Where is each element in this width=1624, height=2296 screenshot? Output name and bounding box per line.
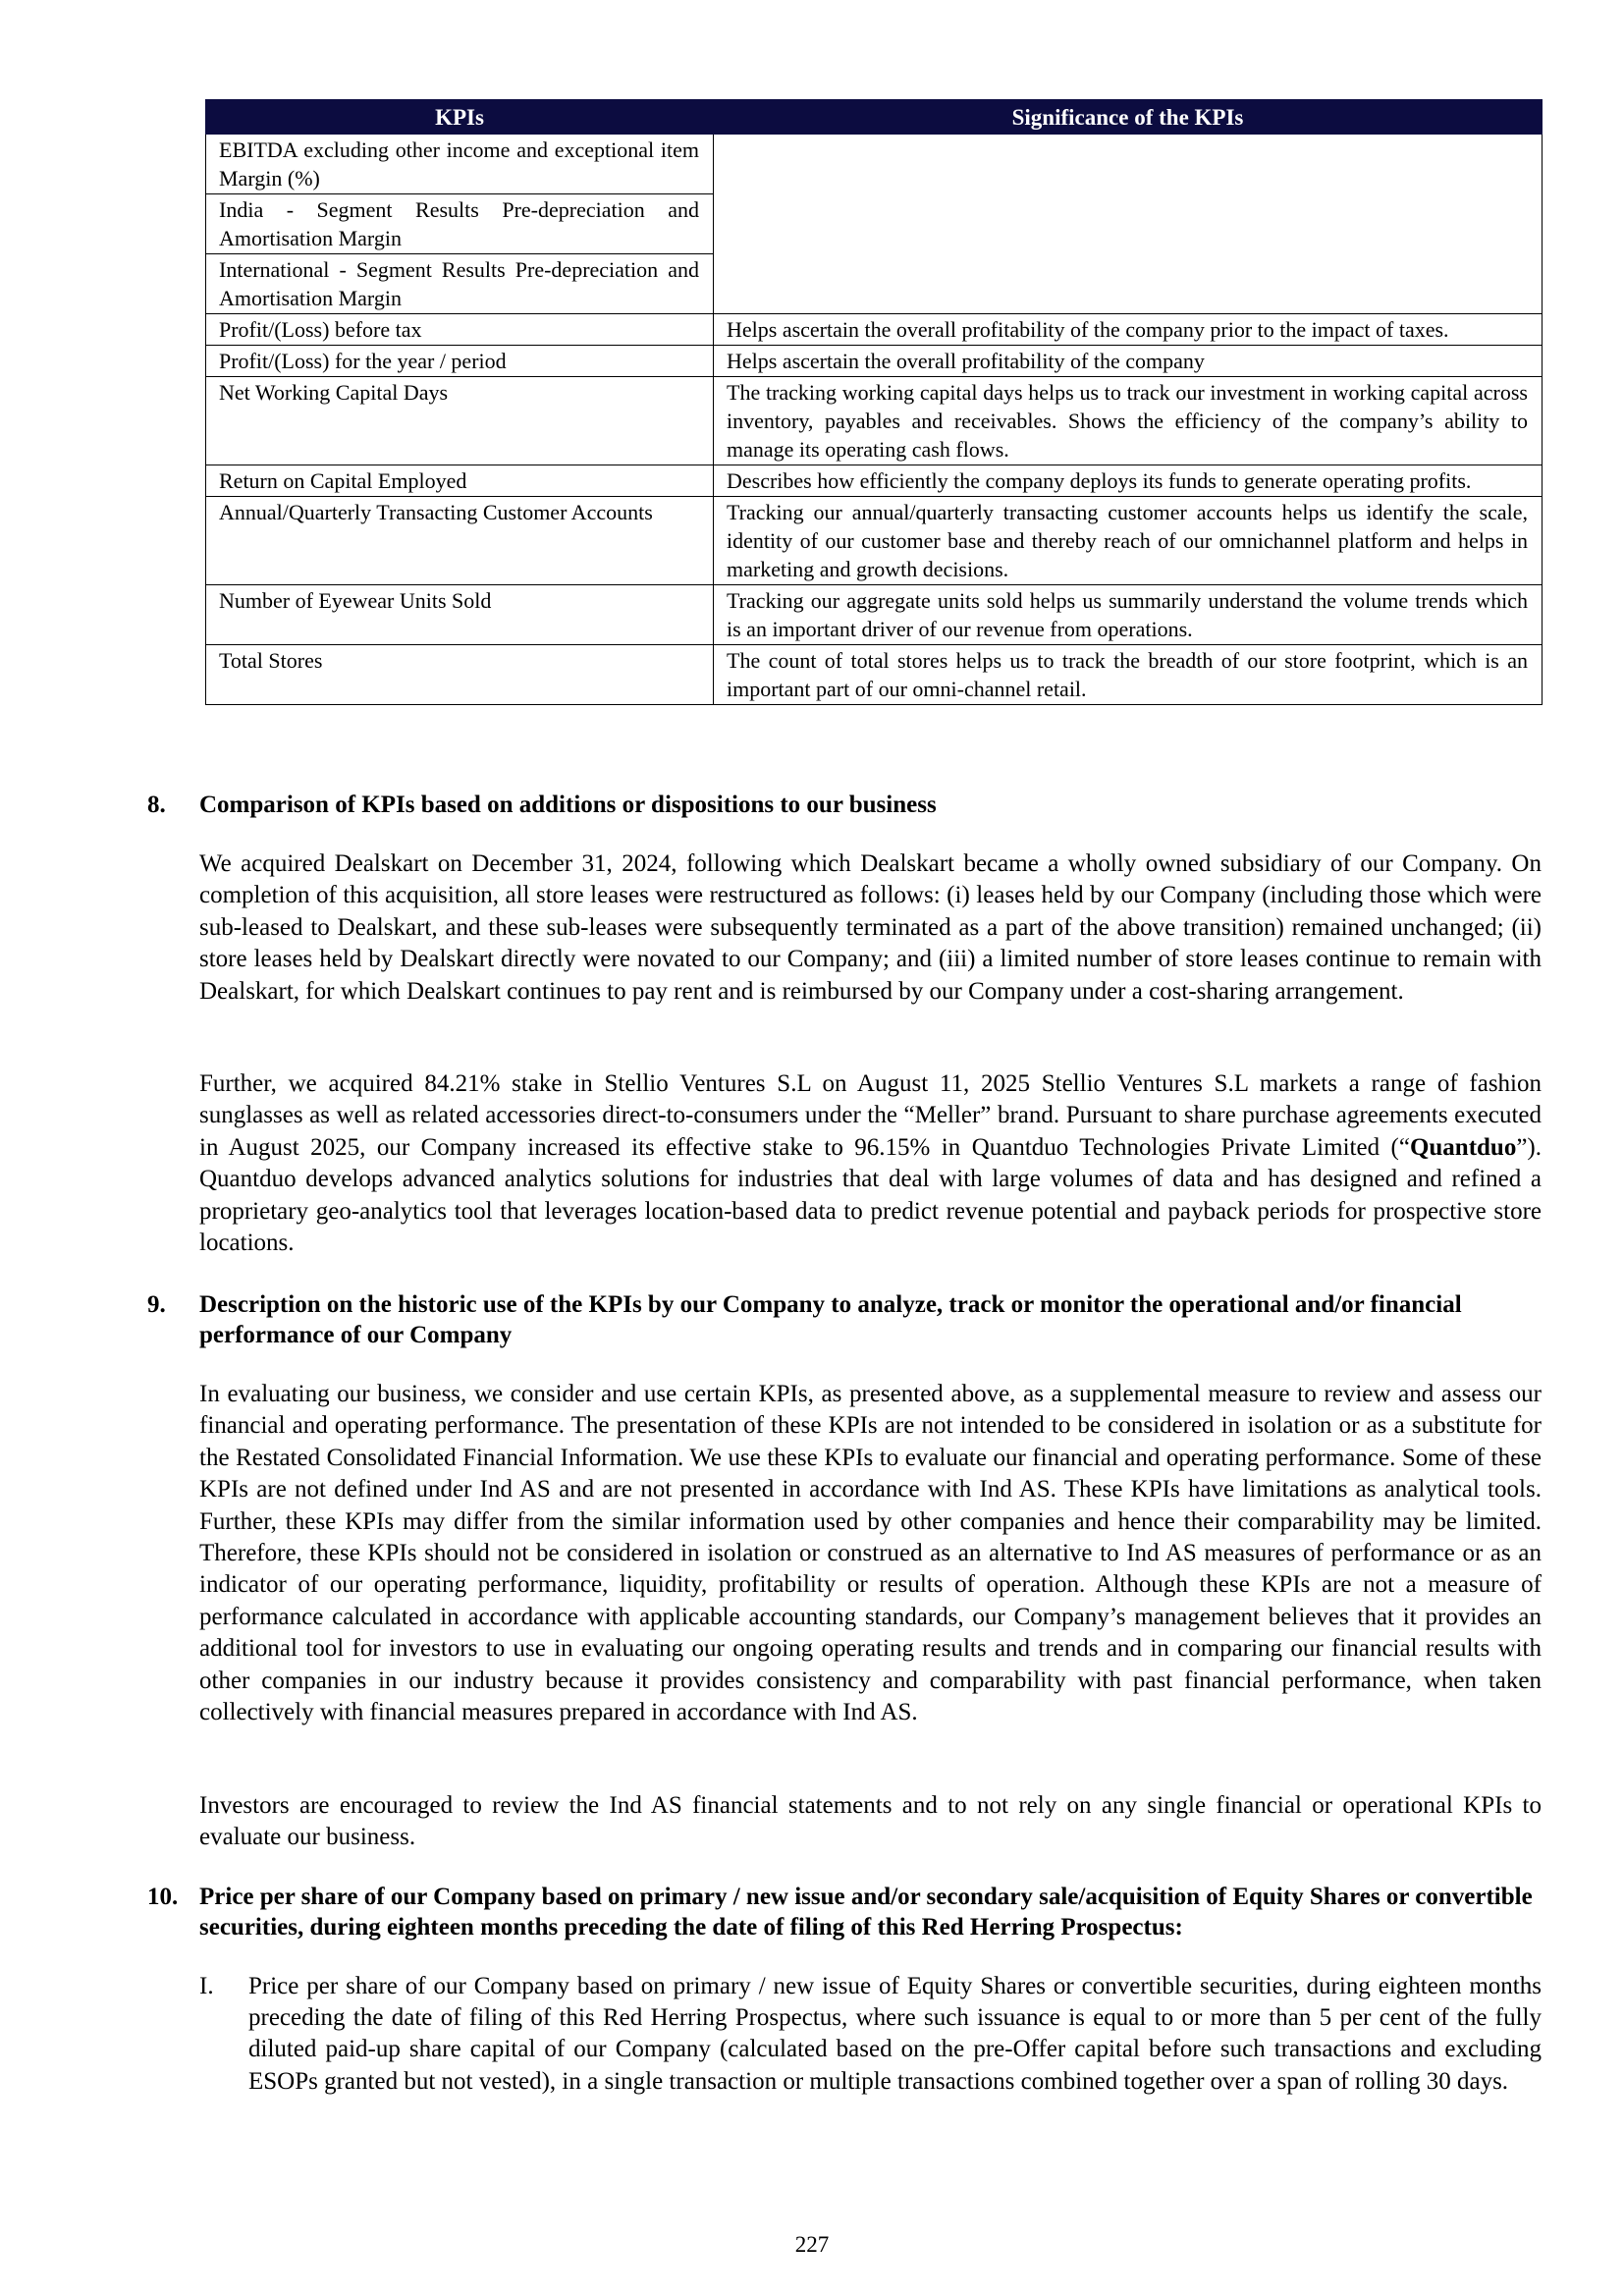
significance-cell: Helps ascertain the overall profitability of the company	[714, 346, 1543, 377]
paragraph-text: ”). Quantduo develops advanced analytics solutions for industries that deal with large volumes of data and has designed and refined a proprietary geo-analytics tool that leverages location-based data to predict revenue potential and payback periods for prospective store locations.	[199, 1133, 1542, 1257]
table-row	[206, 585, 1543, 645]
kpi-cell: Net Working Capital Days	[206, 377, 714, 465]
section-9-paragraph-2: Investors are encouraged to review the Ind AS financial statements and to not rely on any single financial or operational KPIs to evaluate our business.	[199, 1792, 1542, 1851]
section-10-heading	[147, 1882, 1542, 1942]
significance-cell: The count of total stores helps us to track the breadth of our store footprint, which is an important part of our omni-channel retail.	[714, 645, 1543, 705]
section-title: Description on the historic use of the KPIs by our Company to analyze, track or monitor the operational and/or financial performance of our Company	[199, 1291, 1462, 1348]
section-title: Comparison of KPIs based on additions or dispositions to our business	[199, 792, 937, 818]
page-number: 227	[794, 2232, 830, 2257]
header-significance: Significance of the KPIs	[714, 100, 1543, 135]
kpi-cell: Profit/(Loss) for the year / period	[206, 346, 714, 377]
kpi-significance-table	[205, 99, 1543, 705]
defined-term: Quantduo	[1409, 1133, 1517, 1161]
table-row	[206, 645, 1543, 705]
section-number: 8.	[147, 792, 166, 818]
kpi-cell: Annual/Quarterly Transacting Customer Accounts	[206, 497, 714, 585]
section-8-paragraph-2	[199, 1068, 1542, 1259]
significance-cell: Describes how efficiently the company deploys its funds to generate operating profits.	[714, 465, 1543, 497]
section-8-paragraph-1: We acquired Dealskart on December 31, 2024, following which Dealskart became a wholly owned subsidiary of our Company. On completion of this acquisition, all store leases were restructured as follows: (i) leases held by our Company (including those which were sub-leased to Dealskart, and these sub-leases were subsequently terminated as a part of the above transition) remained unchanged; (ii) store leases held by Dealskart directly were novated to our Company; and (iii) a limited number of store leases continue to remain with Dealskart, for which Dealskart continues to pay rent and is reimbursed by our Company under a cost-sharing arrangement.	[199, 850, 1542, 1005]
table-row	[206, 377, 1543, 465]
table-row	[206, 346, 1543, 377]
significance-cell: Helps ascertain the overall profitability of the company prior to the impact of taxes.	[714, 314, 1543, 346]
section-number: 10.	[147, 1884, 179, 1910]
section-number: 9.	[147, 1291, 166, 1318]
table-header-row	[206, 100, 1543, 135]
table-row	[206, 135, 1543, 194]
significance-cell	[714, 135, 1543, 314]
significance-cell: Tracking our annual/quarterly transacting customer accounts helps us identify the scale, identity of our customer base and thereby reach of our omnichannel platform and helps in marketing and growth decisions.	[714, 497, 1543, 585]
item-text: Price per share of our Company based on primary / new issue of Equity Shares or convertible securities, during eighteen months preceding the date of filing of this Red Herring Prospectus, where such issuance is equal to or more than 5 per cent of the fully diluted paid-up share capital of our Company (calculated based on the pre-Offer capital before such transactions and excluding ESOPs granted but not vested), in a single transaction or multiple transactions combined together over a span of rolling 30 days.	[248, 1973, 1542, 2095]
item-label: I.	[199, 1973, 214, 1999]
table-row	[206, 314, 1543, 346]
significance-cell: Tracking our aggregate units sold helps us summarily understand the volume trends which is an important driver of our revenue from operations.	[714, 585, 1543, 645]
section-title: Price per share of our Company based on primary / new issue and/or secondary sale/acquisition of Equity Shares or convertible securities, during eighteen months preceding the date of filing of this Red Herring Prospectus:	[199, 1884, 1533, 1941]
significance-cell: The tracking working capital days helps us to track our investment in working capital across inventory, payables and receivables. Shows the efficiency of the company’s ability to manage its operating cash flows.	[714, 377, 1543, 465]
table-row	[206, 465, 1543, 497]
kpi-cell: Return on Capital Employed	[206, 465, 714, 497]
section-9-heading	[147, 1289, 1542, 1350]
table-row	[206, 497, 1543, 585]
section-10-item-I	[199, 1971, 1542, 2098]
header-kpis: KPIs	[206, 100, 714, 135]
kpi-cell: Profit/(Loss) before tax	[206, 314, 714, 346]
kpi-cell: EBITDA excluding other income and exceptional item Margin (%)	[206, 135, 714, 194]
paragraph-text: Further, we acquired 84.21% stake in Stellio Ventures S.L on August 11, 2025 Stellio Ventures S.L markets a range of fashion sunglasses as well as related accessories direct-to-consumers under the “Meller” brand. Pursuant to share purchase agreements executed in August 2025, our Company increased its effective stake to 96.15% in Quantduo Technologies Private Limited (“	[199, 1070, 1542, 1161]
section-8-heading	[147, 790, 1542, 820]
section-9-paragraph-1: In evaluating our business, we consider and use certain KPIs, as presented above, as a supplemental measure to review and assess our financial and operating performance. The presentation of these KPIs are not intended to be considered in isolation or as a substitute for the Restated Consolidated Financial Information. We use these KPIs to evaluate our financial and operating performance. Some of these KPIs are not defined under Ind AS and are not presented in accordance with Ind AS. These KPIs have limitations as analytical tools. Further, these KPIs may differ from the similar information used by other companies and hence their comparability may be limited. Therefore, these KPIs should not be considered in isolation or construed as an alternative to Ind AS measures of performance or as an indicator of our operating performance, liquidity, profitability or results of operation. Although these KPIs are not a measure of performance calculated in accordance with applicable accounting standards, our Company’s management believes that it provides an additional tool for investors to use in evaluating our ongoing operating results and trends and in comparing our financial results with other companies in our industry because it provides consistency and comparability with past financial performance, when taken collectively with financial measures prepared in accordance with Ind AS.	[199, 1381, 1542, 1726]
kpi-cell: Number of Eyewear Units Sold	[206, 585, 714, 645]
kpi-cell: International - Segment Results Pre-depreciation and Amortisation Margin	[206, 254, 714, 314]
kpi-cell: Total Stores	[206, 645, 714, 705]
kpi-cell: India - Segment Results Pre-depreciation and Amortisation Margin	[206, 194, 714, 254]
